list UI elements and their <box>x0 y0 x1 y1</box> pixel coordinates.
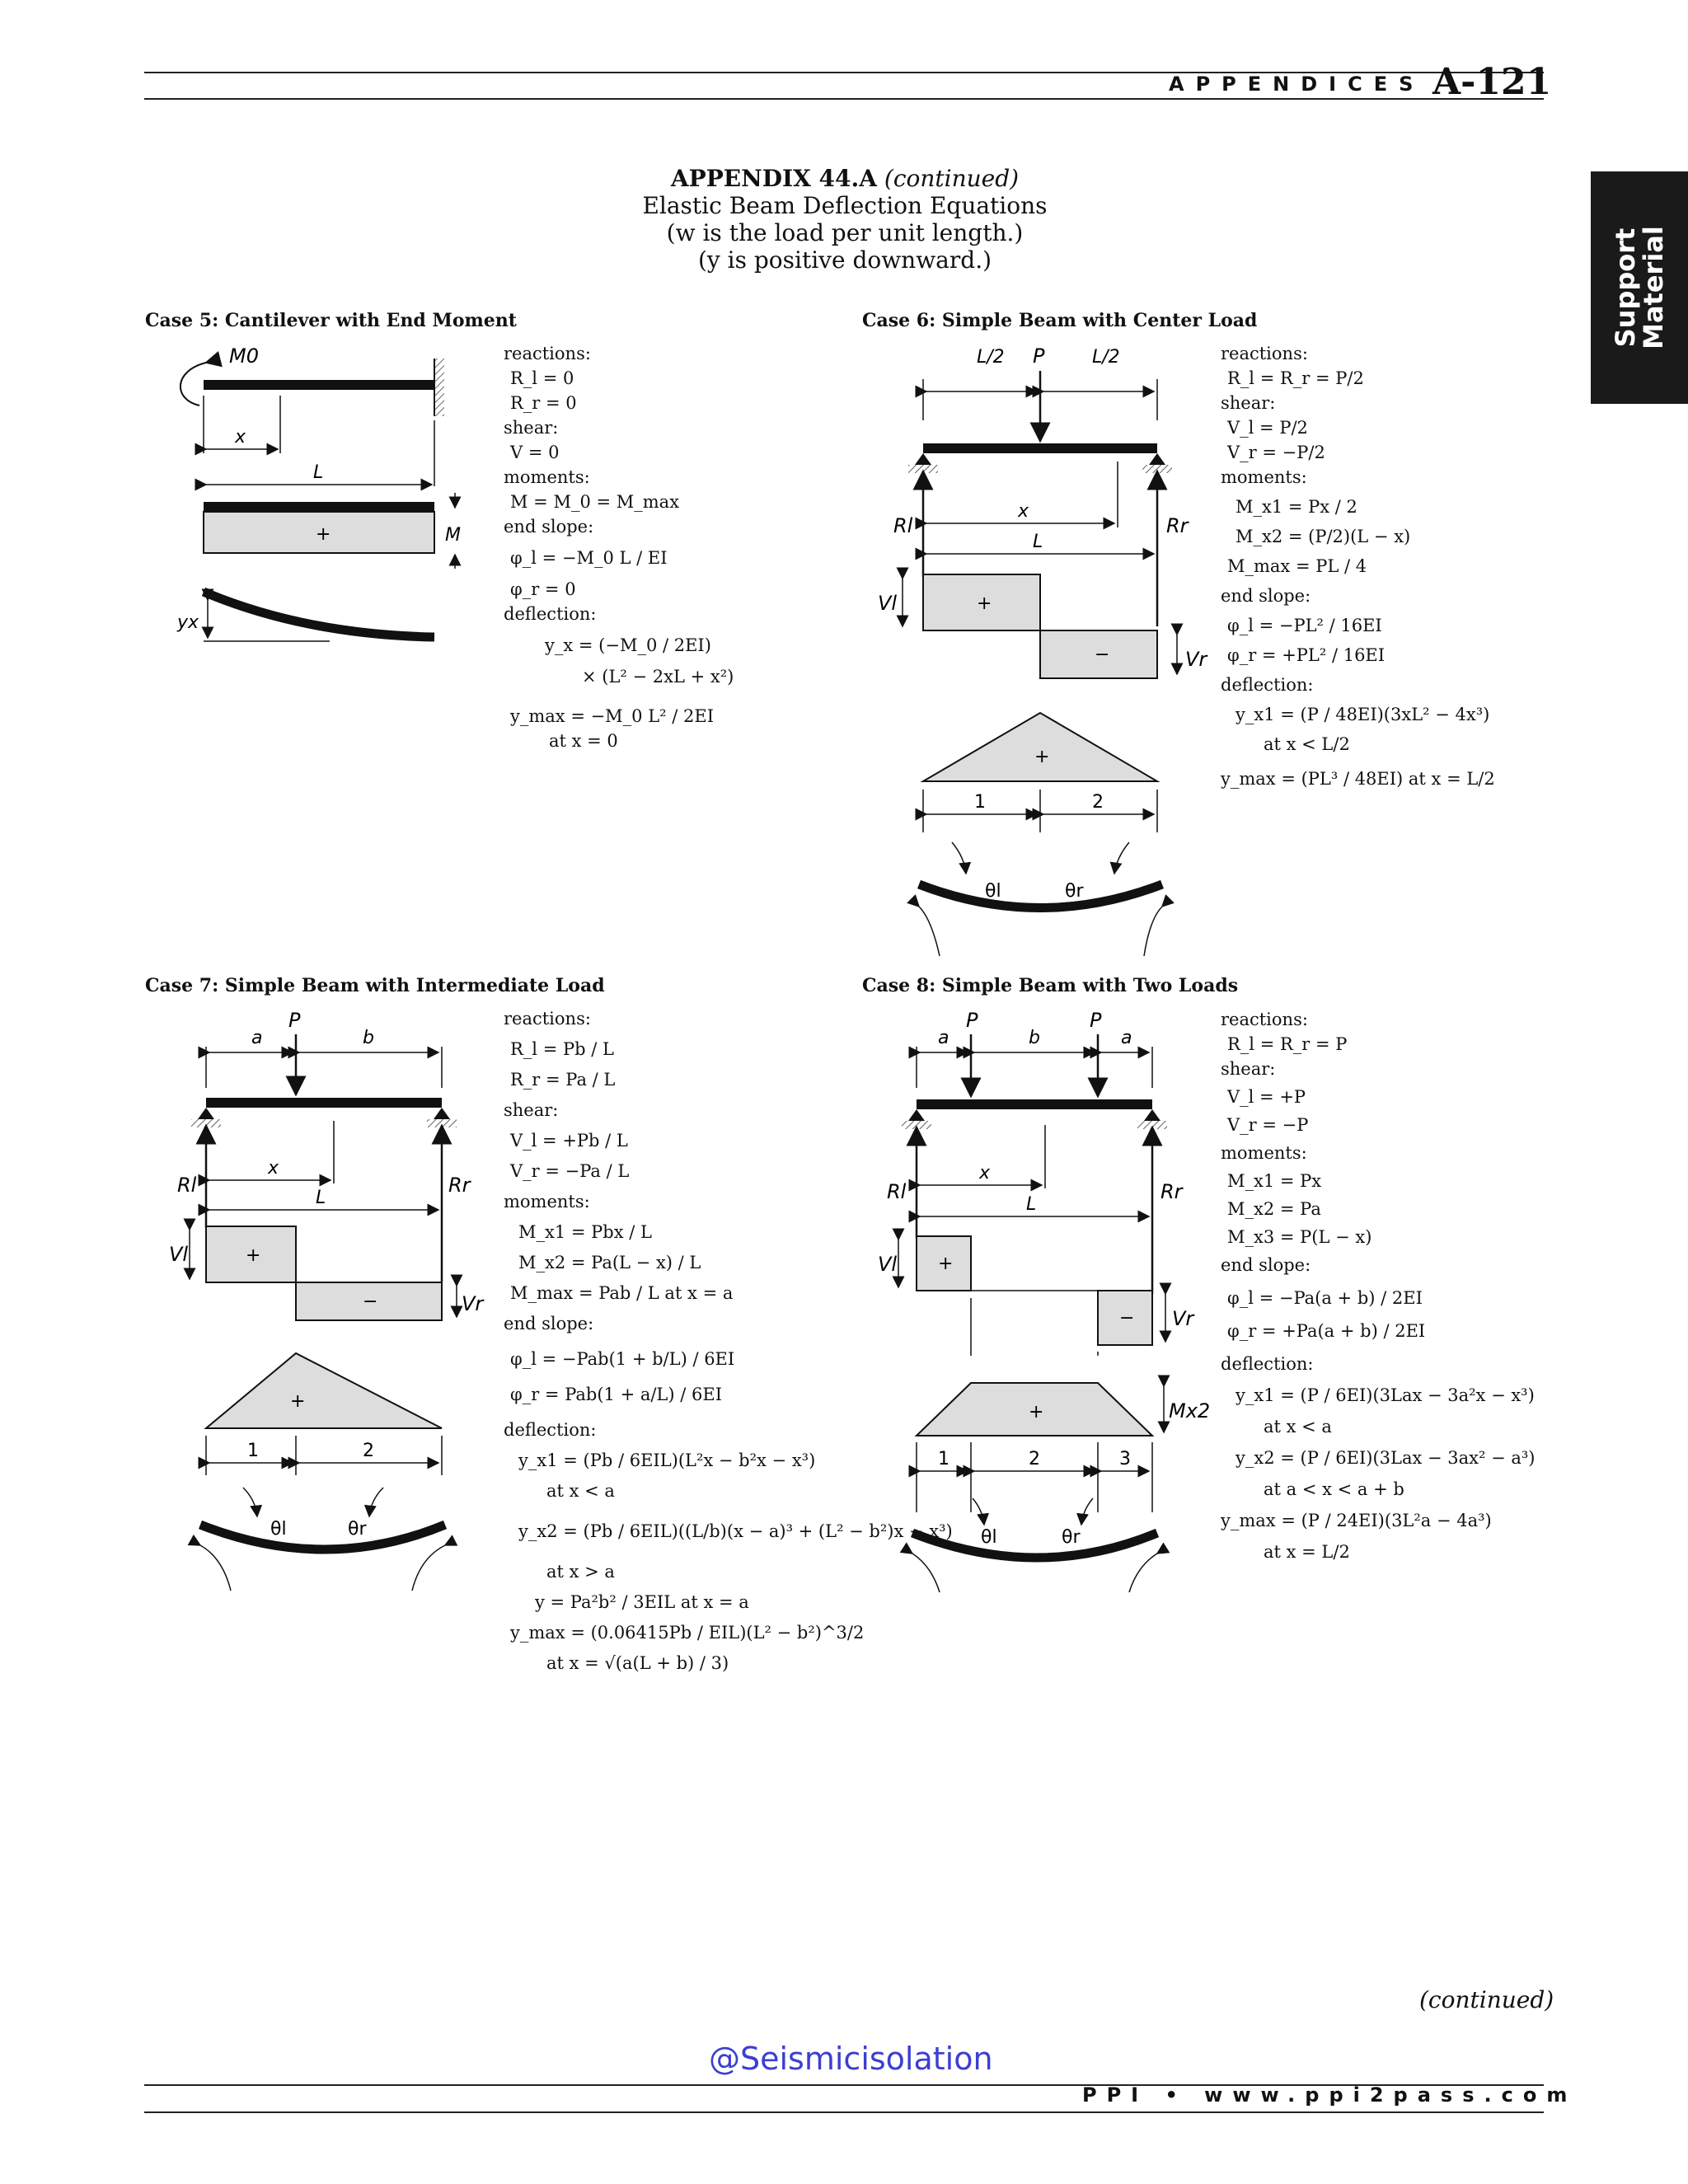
case6-label-vr: Vr <box>1185 648 1207 671</box>
appendix-title-bold: APPENDIX 44.A <box>670 165 877 192</box>
case7-eq-line: at x > a <box>546 1562 615 1582</box>
case8-eq-line: y_max = (P / 24EI)(3L²a − 4a³) <box>1221 1511 1492 1530</box>
case6-deflected-shape <box>919 884 1162 908</box>
case5-title: Case 5: Cantilever with End Moment <box>145 310 517 331</box>
case6-eq-line: R_l = R_r = P/2 <box>1227 368 1364 388</box>
case5-eq-line: × (L² − 2xL + x²) <box>582 667 734 687</box>
case6-label-l2-right: L/2 <box>1092 347 1120 368</box>
case8-eq-line: y_x2 = (P / 6EI)(3Lax − 3ax² − a³) <box>1236 1448 1536 1468</box>
case8-eq-line: deflection: <box>1221 1354 1314 1374</box>
case6-label-rl: Rl <box>893 514 913 537</box>
case7-eq-line: y_x1 = (Pb / 6EIL)(L²x − b²x − x³) <box>518 1451 816 1470</box>
footer-rule-bottom <box>144 2111 1544 2113</box>
case6-eq-line: V_l = P/2 <box>1227 418 1308 438</box>
case6-label-l: L <box>1033 532 1043 552</box>
case7-eq-line: M_max = Pab / L at x = a <box>510 1283 734 1303</box>
case5-label-plus: + <box>316 524 331 545</box>
case8-eq-line: M_x1 = Px <box>1227 1171 1322 1191</box>
case8-eq-line: R_l = R_r = P <box>1227 1034 1348 1054</box>
case8-label-l: L <box>1026 1194 1037 1215</box>
side-tab-line1: Support <box>1610 227 1641 348</box>
appendix-subtitle: Elastic Beam Deflection Equations <box>642 192 1048 219</box>
case5-label-m0: M0 <box>229 344 259 368</box>
case5-eq-line: M = M_0 = M_max <box>510 492 680 512</box>
case5-figure <box>157 338 486 651</box>
case6-label-theta-l: θl <box>985 881 1001 902</box>
case6-eq-line: reactions: <box>1221 344 1308 363</box>
case6-label-plus-moment: + <box>1034 747 1050 767</box>
case8-label-minus-shear: − <box>1119 1308 1135 1329</box>
case8-eq-line: V_r = −P <box>1227 1115 1309 1135</box>
watermark: @Seismicisolation <box>709 2041 993 2077</box>
case5-eq-line: V = 0 <box>510 443 560 462</box>
case7-label-x: x <box>268 1158 279 1179</box>
case5-label-yx: yx <box>177 612 199 633</box>
case5-beam <box>204 380 434 390</box>
side-tab <box>1591 171 1688 404</box>
case8-eq-line: at x < a <box>1264 1417 1332 1436</box>
case5-equations <box>504 341 734 753</box>
case6-eq-line: y_x1 = (P / 48EI)(3xL² − 4x³) <box>1236 705 1490 724</box>
case5-eq-line: deflection: <box>504 604 597 624</box>
case7-label-plus-shear: + <box>246 1245 261 1266</box>
case7-eq-line: φ_r = Pab(1 + a/L) / 6EI <box>510 1385 722 1404</box>
case7-eq-line: V_l = +Pb / L <box>510 1131 628 1151</box>
case8-label-mx2: Mx2 <box>1169 1399 1211 1422</box>
case8-eq-line: shear: <box>1221 1059 1276 1079</box>
case8-label-plus-moment: + <box>1029 1402 1044 1422</box>
case7-label-1: 1 <box>247 1441 259 1461</box>
case6-label-vl: Vl <box>878 592 898 615</box>
case8-label-a-right: a <box>1121 1028 1132 1048</box>
case6-eq-line: at x < L/2 <box>1264 734 1350 754</box>
case5-moment-arrow <box>181 363 206 405</box>
case6-label-1: 1 <box>974 792 986 813</box>
continued-note: (continued) <box>1419 1986 1554 2013</box>
case7-beam <box>206 1098 442 1108</box>
case6-eq-line: M_x2 = (P/2)(L − x) <box>1236 527 1411 546</box>
case6-eq-line: φ_l = −PL² / 16EI <box>1227 616 1382 635</box>
case7-eq-line: M_x1 = Pbx / L <box>518 1222 652 1242</box>
publisher-footer: PPI • www.ppi2pass.com <box>1082 2083 1578 2107</box>
case8-eq-line: y_x1 = (P / 6EI)(3Lax − 3a²x − x³) <box>1236 1385 1535 1405</box>
case6-label-x: x <box>1018 501 1029 522</box>
case7-moment-diagram <box>206 1353 442 1428</box>
case7-label-vr: Vr <box>462 1292 484 1315</box>
case7-eq-line: at x = √(a(L + b) / 3) <box>546 1653 729 1673</box>
case7-eq-line: y_x2 = (Pb / 6EIL)((L/b)(x − a)³ + (L² − b²)x − x³) <box>518 1521 953 1541</box>
page-number: A-121 <box>1432 61 1552 103</box>
case5-eq-line: reactions: <box>504 344 591 363</box>
case6-figure <box>878 338 1212 964</box>
case7-eq-line: deflection: <box>504 1420 597 1440</box>
section-label: APPENDICES <box>1169 73 1425 96</box>
side-tab-label <box>1611 226 1667 349</box>
case7-label-p: P <box>288 1009 301 1032</box>
case6-label-minus-shear: − <box>1095 644 1110 665</box>
case8-eq-line: M_x2 = Pa <box>1227 1199 1321 1219</box>
case8-eq-line: at x = L/2 <box>1264 1542 1350 1562</box>
case8-label-a-left: a <box>938 1028 950 1048</box>
case7-eq-line: y_max = (0.06415Pb / EIL)(L² − b²)^3/2 <box>510 1623 865 1643</box>
case6-label-rr: Rr <box>1166 514 1189 537</box>
case7-eq-line: R_r = Pa / L <box>510 1070 616 1090</box>
case8-eq-line: at a < x < a + b <box>1264 1479 1404 1499</box>
case7-label-theta-l: θl <box>270 1519 287 1540</box>
case8-label-rl: Rl <box>887 1180 907 1203</box>
case5-moment-beam <box>204 502 434 512</box>
case8-label-1: 1 <box>938 1449 950 1469</box>
case7-eq-line: y = Pa²b² / 3EIL at x = a <box>535 1592 749 1612</box>
side-tab-line2: Material <box>1638 226 1669 349</box>
appendix-title <box>577 165 1113 192</box>
header-rule-bottom <box>144 98 1544 100</box>
case8-label-2: 2 <box>1029 1449 1040 1469</box>
case7-label-rl: Rl <box>177 1174 197 1197</box>
case5-eq-line: R_r = 0 <box>510 393 577 413</box>
case7-eq-line: shear: <box>504 1100 559 1120</box>
case8-beam <box>917 1099 1152 1109</box>
case8-title: Case 8: Simple Beam with Two Loads <box>862 975 1239 996</box>
case8-eq-line: M_x3 = P(L − x) <box>1227 1227 1372 1247</box>
case5-eq-line: at x = 0 <box>549 731 618 751</box>
case6-eq-line: deflection: <box>1221 675 1314 695</box>
case7-eq-line: end slope: <box>504 1314 594 1333</box>
case8-label-plus-shear: + <box>938 1254 954 1274</box>
case6-eq-line: V_r = −P/2 <box>1227 443 1325 462</box>
case8-label-p-left: P <box>966 1009 978 1032</box>
case8-label-vr: Vr <box>1172 1307 1194 1330</box>
case8-eq-line: φ_r = +Pa(a + b) / 2EI <box>1227 1321 1426 1341</box>
case7-label-vl: Vl <box>169 1243 189 1266</box>
case5-eq-line: φ_r = 0 <box>510 579 576 599</box>
case5-eq-line: R_l = 0 <box>510 368 574 388</box>
case7-label-l: L <box>316 1188 326 1208</box>
case7-label-b: b <box>363 1028 374 1048</box>
case6-label-l2-left: L/2 <box>977 347 1005 368</box>
case5-label-m: M <box>445 525 461 546</box>
case8-label-vl: Vl <box>878 1253 898 1276</box>
case6-label-p: P <box>1033 344 1045 368</box>
case5-eq-line: end slope: <box>504 517 594 537</box>
case7-label-minus-shear: − <box>363 1291 378 1312</box>
case6-label-2: 2 <box>1092 792 1104 813</box>
case6-eq-line: moments: <box>1221 467 1307 487</box>
case8-figure <box>878 1005 1212 1599</box>
case7-eq-line: moments: <box>504 1192 590 1212</box>
case8-deflected-shape <box>912 1533 1157 1558</box>
case6-eq-line: shear: <box>1221 393 1276 413</box>
case7-eq-line: M_x2 = Pa(L − x) / L <box>518 1253 701 1272</box>
case5-eq-line: moments: <box>504 467 590 487</box>
appendix-title-block <box>577 165 1113 274</box>
case8-label-theta-r: θr <box>1062 1527 1081 1548</box>
case7-title: Case 7: Simple Beam with Intermediate Load <box>145 975 605 996</box>
case5-label-l: L <box>313 462 324 483</box>
case5-eq-line: y_x = (−M_0 / 2EI) <box>545 635 711 655</box>
case6-title: Case 6: Simple Beam with Center Load <box>862 310 1258 331</box>
case8-eq-line: φ_l = −Pa(a + b) / 2EI <box>1227 1288 1423 1308</box>
case8-label-rr: Rr <box>1160 1180 1183 1203</box>
case5-eq-line: φ_l = −M_0 L / EI <box>510 548 668 568</box>
case8-eq-line: end slope: <box>1221 1255 1311 1275</box>
case7-deflected-shape <box>200 1525 445 1549</box>
case8-label-3: 3 <box>1119 1449 1131 1469</box>
case6-eq-line: φ_r = +PL² / 16EI <box>1227 645 1386 665</box>
case7-label-plus-moment: + <box>290 1391 306 1412</box>
case6-label-plus-shear: + <box>977 593 992 614</box>
case5-deflected-shape <box>204 592 434 637</box>
case5-eq-line: shear: <box>504 418 559 438</box>
case6-beam <box>923 443 1157 453</box>
appendix-note-w: (w is the load per unit length.) <box>666 219 1024 246</box>
case6-eq-line: end slope: <box>1221 586 1311 606</box>
case8-eq-line: V_l = +P <box>1227 1087 1306 1107</box>
case6-label-theta-r: θr <box>1065 881 1084 902</box>
case6-eq-line: M_x1 = Px / 2 <box>1236 497 1357 517</box>
case5-wall <box>434 359 444 416</box>
case5-eq-line: y_max = −M_0 L² / 2EI <box>510 706 714 726</box>
case7-label-theta-r: θr <box>348 1519 367 1540</box>
case7-figure <box>165 1005 484 1599</box>
case7-eq-line: V_r = −Pa / L <box>510 1161 630 1181</box>
case8-equations <box>1221 1007 1535 1564</box>
case7-eq-line: at x < a <box>546 1481 615 1501</box>
case5-label-x: x <box>235 427 246 448</box>
case7-eq-line: φ_l = −Pab(1 + b/L) / 6EI <box>510 1349 735 1369</box>
case7-label-2: 2 <box>363 1441 374 1461</box>
case6-eq-line: y_max = (PL³ / 48EI) at x = L/2 <box>1221 769 1495 789</box>
appendix-note-y: (y is positive downward.) <box>697 246 992 274</box>
case8-label-b: b <box>1029 1028 1040 1048</box>
case6-equations <box>1221 341 1495 791</box>
case8-label-x: x <box>979 1163 991 1183</box>
case8-label-p-right: P <box>1090 1009 1102 1032</box>
case7-label-a: a <box>251 1028 263 1048</box>
case7-eq-line: R_l = Pb / L <box>510 1039 614 1059</box>
case6-eq-line: M_max = PL / 4 <box>1227 556 1367 576</box>
case8-eq-line: reactions: <box>1221 1010 1308 1029</box>
case7-eq-line: reactions: <box>504 1009 591 1029</box>
case8-label-theta-l: θl <box>981 1527 997 1548</box>
case8-eq-line: moments: <box>1221 1143 1307 1163</box>
appendix-title-italic: (continued) <box>884 165 1020 192</box>
case7-label-rr: Rr <box>448 1174 471 1197</box>
